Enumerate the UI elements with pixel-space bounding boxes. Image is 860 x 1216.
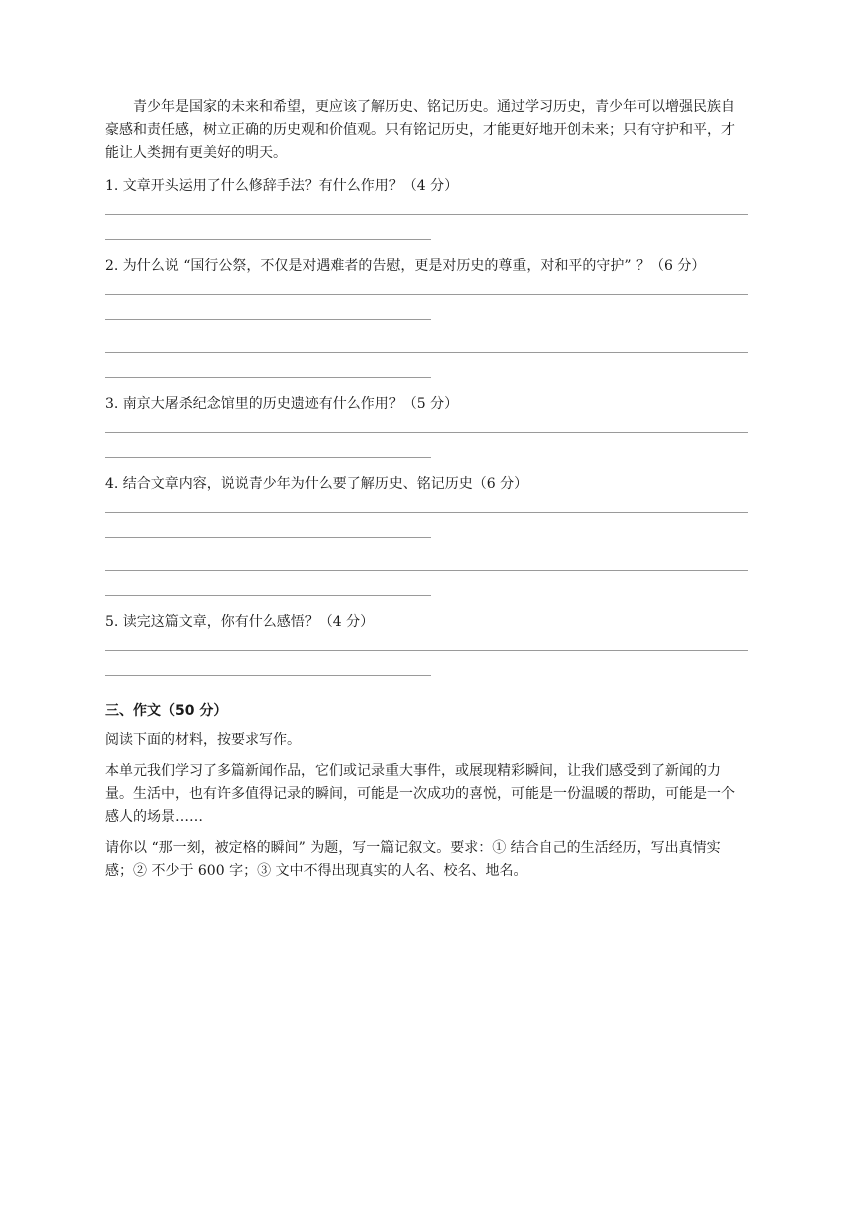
essay-instruction: 阅读下面的材料，按要求写作。 xyxy=(105,732,301,748)
worksheet-page xyxy=(105,96,748,891)
answer-line[interactable] xyxy=(105,650,748,651)
answer-lines-1 xyxy=(105,214,748,240)
answer-lines-3 xyxy=(105,432,748,458)
answer-line[interactable] xyxy=(105,675,431,676)
question-4: 4. 结合文章内容，说说青少年为什么要了解历史、铭记历史（6 分） xyxy=(105,476,529,492)
answer-line[interactable] xyxy=(105,432,748,433)
answer-line[interactable] xyxy=(105,537,431,538)
question-2: 2. 为什么说 “国行公祭，不仅是对遇难者的告慰，更是对历史的尊重，对和平的守护” ？（6 分） xyxy=(105,258,706,274)
intro-paragraph: 青少年是国家的未来和希望，更应该了解历史、铭记历史。通过学习历史，青少年可以增强民族自豪感和责任感，树立正确的历史观和价值观。只有铭记历史，才能更好地开创未来；只有守护和平，才能让人类拥有更美好的明天。 xyxy=(105,99,735,161)
answer-line[interactable] xyxy=(105,457,431,458)
question-3: 3. 南京大屠杀纪念馆里的历史遗迹有什么作用？（5 分） xyxy=(105,396,459,412)
answer-line[interactable] xyxy=(105,294,748,295)
answer-lines-5 xyxy=(105,650,748,676)
answer-line[interactable] xyxy=(105,239,431,240)
answer-line[interactable] xyxy=(105,512,748,513)
answer-lines-2 xyxy=(105,294,748,378)
answer-line[interactable] xyxy=(105,570,748,571)
essay-material: 本单元我们学习了多篇新闻作品，它们或记录重大事件，或展现精彩瞬间，让我们感受到了新闻的力量。生活中，也有许多值得记录的瞬间，可能是一次成功的喜悦，可能是一份温暖的帮助，可能是一个感人的场景…… xyxy=(105,763,735,825)
essay-requirement: 请你以 “那一刻，被定格的瞬间” 为题，写一篇记叙文。要求：① 结合自己的生活经历，写出真情实感；② 不少于 600 字；③ 文中不得出现真实的人名、校名、地名。 xyxy=(105,840,721,879)
answer-line[interactable] xyxy=(105,352,748,353)
answer-line[interactable] xyxy=(105,377,431,378)
answer-line[interactable] xyxy=(105,595,431,596)
essay-section-title: 三、作文（50 分） xyxy=(105,703,228,719)
answer-lines-4 xyxy=(105,512,748,596)
question-5: 5. 读完这篇文章，你有什么感悟？（4 分） xyxy=(105,614,375,630)
answer-line[interactable] xyxy=(105,214,748,215)
answer-line[interactable] xyxy=(105,319,431,320)
question-1: 1. 文章开头运用了什么修辞手法？有什么作用？（4 分） xyxy=(105,178,459,194)
